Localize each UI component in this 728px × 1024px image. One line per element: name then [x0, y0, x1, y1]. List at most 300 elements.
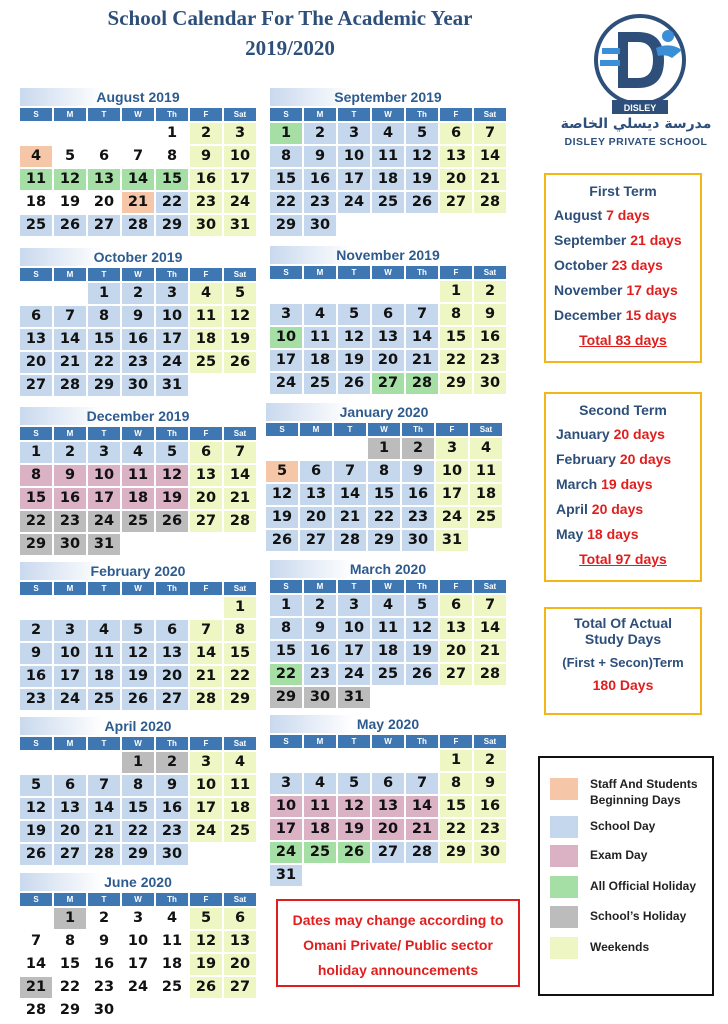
day-cell: 12	[54, 169, 86, 190]
weekday-header: S	[20, 108, 52, 121]
day-cell: 27	[20, 375, 52, 396]
weekday-header: T	[88, 427, 120, 440]
weekday-header: W	[122, 108, 154, 121]
day-cell: 15	[270, 641, 302, 662]
day-cell: 6	[190, 442, 222, 463]
day-cell: 7	[190, 620, 222, 641]
day-cell: 8	[440, 304, 472, 325]
day-cell: 13	[440, 146, 472, 167]
day-cell: 29	[59, 1002, 81, 1018]
day-cell: 30	[54, 534, 86, 555]
term-row: March 19 days	[556, 476, 653, 492]
weekday-header: T	[334, 423, 366, 436]
empty-cell	[156, 1000, 188, 1021]
weekday-header: W	[372, 735, 404, 748]
day-cell: 16	[54, 488, 86, 509]
month-grid	[270, 108, 506, 236]
weekday-header: T	[88, 737, 120, 750]
day-cell: 15	[122, 798, 154, 819]
day-cell: 12	[122, 643, 154, 664]
day-cell: 2	[402, 438, 434, 459]
day-cell: 9	[20, 643, 52, 664]
month-calendar	[20, 873, 256, 1021]
day-cell: 16	[190, 169, 222, 190]
weekday-header: M	[304, 735, 336, 748]
day-cell: 20	[54, 821, 86, 842]
weekday-header: Sat	[224, 268, 256, 281]
day-cell: 3	[224, 123, 256, 144]
day-cell: 10	[127, 933, 149, 949]
day-cell: 17	[338, 169, 370, 190]
day-cell: 31	[436, 530, 468, 551]
day-cell: 30	[190, 215, 222, 236]
day-cell: 1	[440, 750, 472, 771]
day-cell: 20	[372, 350, 404, 371]
day-cell: 4	[190, 283, 222, 304]
day-cell: 28	[474, 192, 506, 213]
day-cell: 16	[156, 798, 188, 819]
day-cell: 27	[372, 373, 404, 394]
empty-cell	[54, 752, 86, 773]
weekday-header: S	[270, 108, 302, 121]
term-row: February 20 days	[556, 451, 672, 467]
empty-cell	[224, 1000, 256, 1021]
summary-line-1: Total Of Actual	[574, 615, 672, 631]
empty-cell	[122, 534, 154, 555]
day-cell: 29	[270, 215, 302, 236]
day-cell: 21	[54, 352, 86, 373]
weekday-header: Th	[402, 423, 434, 436]
empty-cell	[440, 865, 472, 886]
day-cell: 5	[224, 283, 256, 304]
day-cell: 6	[440, 123, 472, 144]
empty-cell	[372, 865, 404, 886]
day-cell: 16	[20, 666, 52, 687]
day-cell: 4	[304, 304, 336, 325]
day-cell: 7	[30, 933, 42, 949]
day-cell: 18	[122, 488, 154, 509]
day-cell: 28	[54, 375, 86, 396]
day-cell: 16	[474, 327, 506, 348]
day-cell: 7	[474, 595, 506, 616]
day-cell: 12	[338, 796, 370, 817]
day-cell: 20	[224, 954, 256, 975]
day-cell: 22	[440, 819, 472, 840]
empty-cell	[338, 281, 370, 302]
weekday-header: Sat	[474, 735, 506, 748]
day-cell: 23	[190, 192, 222, 213]
day-cell: 15	[270, 169, 302, 190]
day-cell: 5	[406, 123, 438, 144]
day-cell: 30	[156, 844, 188, 865]
empty-cell	[372, 281, 404, 302]
month-grid	[20, 582, 256, 710]
day-cell: 17	[54, 666, 86, 687]
day-cell: 15	[88, 329, 120, 350]
weekday-header: Th	[156, 268, 188, 281]
month-title: January 2020	[266, 403, 502, 421]
weekday-header: F	[190, 737, 222, 750]
weekday-header: F	[190, 582, 222, 595]
empty-cell	[338, 215, 370, 236]
weekday-header: W	[122, 893, 154, 906]
summary-total-value: 180 Days	[592, 677, 654, 693]
empty-cell	[122, 123, 154, 144]
weekday-header: Th	[406, 266, 438, 279]
day-cell: 20	[372, 819, 404, 840]
weekday-header: Th	[406, 580, 438, 593]
day-cell: 16	[402, 484, 434, 505]
weekday-header: Th	[406, 735, 438, 748]
empty-cell	[474, 215, 506, 236]
term-row: May 18 days	[556, 526, 639, 542]
day-cell: 18	[304, 819, 336, 840]
day-cell: 23	[304, 664, 336, 685]
empty-cell	[440, 215, 472, 236]
legend-label: School’s Holiday	[590, 909, 687, 923]
day-cell: 27	[54, 844, 86, 865]
day-cell: 12	[224, 306, 256, 327]
day-cell: 14	[406, 796, 438, 817]
total-study-days-box	[544, 607, 702, 715]
month-calendar	[20, 717, 256, 865]
day-cell: 27	[190, 511, 222, 532]
day-cell: 7	[474, 123, 506, 144]
day-cell: 3	[156, 283, 188, 304]
day-cell: 29	[270, 687, 302, 708]
day-cell: 6	[224, 908, 256, 929]
page-subtitle-year: 2019/2020	[245, 36, 335, 60]
day-cell: 2	[304, 123, 336, 144]
day-cell: 21	[224, 488, 256, 509]
day-cell: 21	[334, 507, 366, 528]
term-row: August 7 days	[554, 207, 650, 223]
day-cell: 16	[474, 796, 506, 817]
legend-swatch	[550, 876, 578, 898]
day-cell: 24	[156, 352, 188, 373]
day-cell: 11	[161, 933, 183, 949]
day-cell: 29	[88, 375, 120, 396]
weekday-header: W	[372, 266, 404, 279]
day-cell: 3	[436, 438, 468, 459]
day-cell: 31	[224, 215, 256, 236]
month-calendar	[270, 560, 506, 708]
empty-cell	[190, 1000, 222, 1021]
day-cell: 13	[300, 484, 332, 505]
month-calendar	[20, 562, 256, 710]
empty-cell	[122, 597, 154, 618]
day-cell: 22	[59, 979, 81, 995]
weekday-header: Th	[156, 737, 188, 750]
weekday-header: Sat	[224, 893, 256, 906]
weekday-header: M	[54, 268, 86, 281]
weekday-header: Sat	[474, 266, 506, 279]
empty-cell	[270, 281, 302, 302]
weekday-header: F	[440, 735, 472, 748]
term-row: September 21 days	[554, 232, 682, 248]
weekday-header: Sat	[224, 582, 256, 595]
weekday-header: T	[88, 268, 120, 281]
day-cell: 2	[54, 442, 86, 463]
month-grid	[20, 268, 256, 396]
day-cell: 10	[338, 146, 370, 167]
day-cell: 13	[440, 618, 472, 639]
day-cell: 21	[474, 169, 506, 190]
weekday-header: S	[20, 268, 52, 281]
weekday-header: W	[122, 427, 154, 440]
day-cell: 4	[88, 620, 120, 641]
day-cell: 20	[440, 169, 472, 190]
day-cell: 11	[122, 465, 154, 486]
legend-item	[550, 904, 710, 928]
day-cell: 9	[304, 618, 336, 639]
day-cell: 2	[474, 750, 506, 771]
day-cell: 14	[54, 329, 86, 350]
day-cell: 6	[372, 304, 404, 325]
term-row: April 20 days	[556, 501, 644, 517]
empty-cell	[334, 438, 366, 459]
day-cell: 13	[54, 798, 86, 819]
day-cell: 4	[372, 123, 404, 144]
legend-item	[550, 935, 710, 959]
day-cell: 12	[266, 484, 298, 505]
day-cell: 4	[470, 438, 502, 459]
day-cell: 4	[166, 910, 178, 926]
day-cell: 22	[224, 666, 256, 687]
weekday-header: Sat	[474, 108, 506, 121]
day-cell: 22	[270, 664, 302, 685]
empty-cell	[54, 123, 86, 144]
day-cell: 1	[224, 597, 256, 618]
day-cell: 13	[88, 169, 120, 190]
month-title: November 2019	[270, 246, 506, 264]
day-cell: 13	[372, 327, 404, 348]
day-cell: 21	[406, 350, 438, 371]
day-cell: 18	[304, 350, 336, 371]
day-cell: 19	[338, 350, 370, 371]
weekday-header: M	[304, 266, 336, 279]
day-cell: 25	[20, 215, 52, 236]
empty-cell	[338, 865, 370, 886]
weekday-header: F	[190, 108, 222, 121]
weekday-header: T	[338, 266, 370, 279]
day-cell: 7	[406, 304, 438, 325]
weekday-header: M	[304, 108, 336, 121]
weekday-header: W	[122, 737, 154, 750]
day-cell: 24	[436, 507, 468, 528]
day-cell: 25	[304, 842, 336, 863]
day-cell: 30	[304, 687, 336, 708]
day-cell: 16	[304, 641, 336, 662]
note-line-3: holiday announcements	[317, 962, 479, 978]
weekday-header: Sat	[224, 427, 256, 440]
weekday-header: T	[338, 735, 370, 748]
day-cell: 13	[156, 643, 188, 664]
day-cell: 23	[304, 192, 336, 213]
month-title: October 2019	[20, 248, 256, 266]
month-grid	[20, 108, 256, 236]
day-cell: 7	[54, 306, 86, 327]
weekday-header: S	[270, 580, 302, 593]
day-cell: 31	[270, 865, 302, 886]
legend-label: Exam Day	[590, 848, 648, 862]
day-cell: 8	[20, 465, 52, 486]
second-term-box	[544, 392, 702, 582]
day-cell: 17	[190, 798, 222, 819]
day-cell: 17	[270, 819, 302, 840]
weekday-header: S	[270, 735, 302, 748]
legend-item	[550, 776, 710, 807]
weekday-header: Sat	[224, 108, 256, 121]
day-cell: 20	[190, 488, 222, 509]
day-cell: 3	[270, 304, 302, 325]
weekday-header: M	[54, 427, 86, 440]
empty-cell	[270, 750, 302, 771]
month-calendar	[20, 248, 256, 396]
logo-english-name: DISLEY PRIVATE SCHOOL	[564, 136, 708, 148]
day-cell: 25	[161, 979, 183, 995]
day-cell: 25	[224, 821, 256, 842]
day-cell: 29	[20, 534, 52, 555]
day-cell: 1	[270, 595, 302, 616]
day-cell: 18	[372, 641, 404, 662]
empty-cell	[88, 123, 120, 144]
day-cell: 20	[300, 507, 332, 528]
empty-cell	[20, 908, 52, 929]
day-cell: 11	[88, 643, 120, 664]
day-cell: 11	[304, 796, 336, 817]
weekday-header: T	[338, 580, 370, 593]
day-cell: 11	[372, 618, 404, 639]
day-cell: 3	[270, 773, 302, 794]
day-cell: 17	[88, 488, 120, 509]
weekday-header: T	[88, 108, 120, 121]
day-cell: 8	[368, 461, 400, 482]
day-cell: 23	[156, 821, 188, 842]
day-cell: 7	[224, 442, 256, 463]
day-cell: 9	[122, 306, 154, 327]
weekday-header: F	[190, 893, 222, 906]
empty-cell	[406, 865, 438, 886]
weekday-header: S	[270, 266, 302, 279]
day-cell: 12	[338, 327, 370, 348]
empty-cell	[406, 687, 438, 708]
month-title: June 2020	[20, 873, 256, 891]
day-cell: 24	[338, 192, 370, 213]
day-cell: 12	[406, 618, 438, 639]
day-cell: 8	[270, 618, 302, 639]
weekday-header: F	[440, 580, 472, 593]
day-cell: 1	[54, 908, 86, 929]
day-cell: 5	[406, 595, 438, 616]
day-cell: 12	[156, 465, 188, 486]
weekday-header: Sat	[474, 580, 506, 593]
day-cell: 6	[156, 620, 188, 641]
month-calendar	[266, 403, 502, 551]
weekday-header: Th	[156, 108, 188, 121]
day-cell: 28	[190, 689, 222, 710]
day-cell: 25	[372, 664, 404, 685]
note-line-2: Omani Private/ Public sector	[303, 937, 493, 953]
day-cell: 11	[372, 146, 404, 167]
weekday-header: Sat	[470, 423, 502, 436]
day-cell: 1	[20, 442, 52, 463]
day-cell: 23	[122, 352, 154, 373]
day-cell: 13	[190, 465, 222, 486]
empty-cell	[372, 215, 404, 236]
day-cell: 7	[132, 148, 144, 164]
day-cell: 11	[190, 306, 222, 327]
month-grid	[20, 893, 256, 1021]
day-cell: 25	[372, 192, 404, 213]
day-cell: 10	[436, 461, 468, 482]
day-cell: 3	[190, 752, 222, 773]
day-cell: 6	[54, 775, 86, 796]
day-cell: 1	[270, 123, 302, 144]
day-cell: 30	[93, 1002, 115, 1018]
weekday-header: F	[436, 423, 468, 436]
weekday-header: M	[54, 737, 86, 750]
month-title: December 2019	[20, 407, 256, 425]
day-cell: 29	[224, 689, 256, 710]
legend-label: All Official Holiday	[590, 879, 697, 893]
day-cell: 10	[190, 775, 222, 796]
day-cell: 8	[440, 773, 472, 794]
day-cell: 11	[224, 775, 256, 796]
day-cell: 11	[20, 169, 52, 190]
day-cell: 21	[406, 819, 438, 840]
day-cell: 19	[190, 954, 222, 975]
empty-cell	[470, 530, 502, 551]
day-cell: 14	[224, 465, 256, 486]
day-cell: 14	[190, 643, 222, 664]
day-cell: 3	[88, 442, 120, 463]
day-cell: 17	[156, 329, 188, 350]
day-cell: 9	[402, 461, 434, 482]
day-cell: 22	[88, 352, 120, 373]
day-cell: 1	[368, 438, 400, 459]
day-cell: 18	[470, 484, 502, 505]
day-cell: 26	[54, 215, 86, 236]
empty-cell	[190, 844, 222, 865]
day-cell: 22	[368, 507, 400, 528]
weekday-header: W	[122, 582, 154, 595]
day-cell: 24	[224, 192, 256, 213]
day-cell: 25	[304, 373, 336, 394]
empty-cell	[300, 438, 332, 459]
day-cell: 8	[166, 148, 178, 164]
empty-cell	[88, 752, 120, 773]
weekday-header: S	[20, 893, 52, 906]
day-cell: 5	[338, 304, 370, 325]
day-cell: 6	[300, 461, 332, 482]
day-cell: 4	[122, 442, 154, 463]
day-cell: 30	[402, 530, 434, 551]
empty-cell	[406, 281, 438, 302]
legend-swatch	[550, 816, 578, 838]
day-cell: 24	[127, 979, 149, 995]
day-cell: 11	[304, 327, 336, 348]
weekday-header: S	[266, 423, 298, 436]
day-cell: 4	[372, 595, 404, 616]
weekday-header: T	[88, 893, 120, 906]
day-cell: 15	[440, 796, 472, 817]
day-cell: 21	[20, 977, 52, 998]
day-cell: 29	[368, 530, 400, 551]
legend-label: School Day	[590, 819, 656, 833]
empty-cell	[406, 215, 438, 236]
day-cell: 8	[224, 620, 256, 641]
